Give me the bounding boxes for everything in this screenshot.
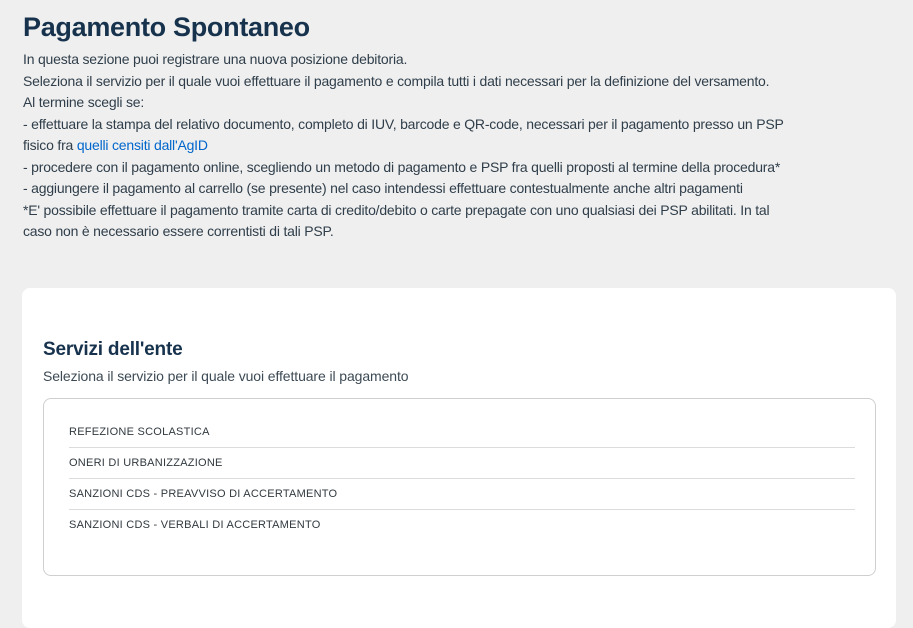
services-list — [43, 398, 876, 576]
page-title: Pagamento Spontaneo — [23, 12, 310, 42]
intro-line-with-link — [23, 135, 913, 157]
service-item-oneri-di-urbanizzazione[interactable]: ONERI DI URBANIZZAZIONE — [69, 448, 855, 479]
intro-line: - procedere con il pagamento online, scegliendo un metodo di pagamento e PSP fra quelli proposti al termine della procedura* — [23, 158, 781, 175]
intro-line: In questa sezione puoi registrare una nuova posizione debitoria. — [23, 51, 408, 67]
intro-line-prefix: fisico fra — [23, 137, 77, 153]
intro-line: caso non è necessario essere correntisti di tali PSP. — [23, 223, 334, 239]
service-item-sanzioni-cds-preavviso[interactable]: SANZIONI CDS - PREAVVISO DI ACCERTAMENTO — [69, 479, 855, 510]
intro-line: - effettuare la stampa del relativo documento, completo di IUV, barcode e QR-code, necessari per il pagamento presso un PSP — [23, 115, 784, 132]
intro-text — [0, 49, 913, 243]
intro-line: Seleziona il servizio per il quale vuoi effettuare il pagamento e compila tutti i dati necessari per la definizione del versamento. — [23, 72, 770, 89]
service-item-sanzioni-cds-verbali[interactable]: SANZIONI CDS - VERBALI DI ACCERTAMENTO — [69, 518, 321, 531]
intro-line: - aggiungere il pagamento al carrello (se presente) nel caso intendessi effettuare contestualmente anche altri pagamenti — [23, 180, 743, 196]
services-heading: Servizi dell'ente — [43, 338, 183, 360]
agid-link[interactable]: quelli censiti dall'AgID — [76, 137, 208, 153]
intro-line: *E' possibile effettuare il pagamento tramite carta di credito/debito o carte prepagate con uno qualsiasi dei PSP abilitati. In tal — [23, 201, 770, 218]
services-subheading: Seleziona il servizio per il quale vuoi effettuare il pagamento — [43, 367, 409, 384]
intro-line: Al termine scegli se: — [23, 94, 145, 110]
service-item-refezione-scolastica[interactable]: REFEZIONE SCOLASTICA — [69, 417, 855, 448]
page-header — [0, 0, 913, 42]
